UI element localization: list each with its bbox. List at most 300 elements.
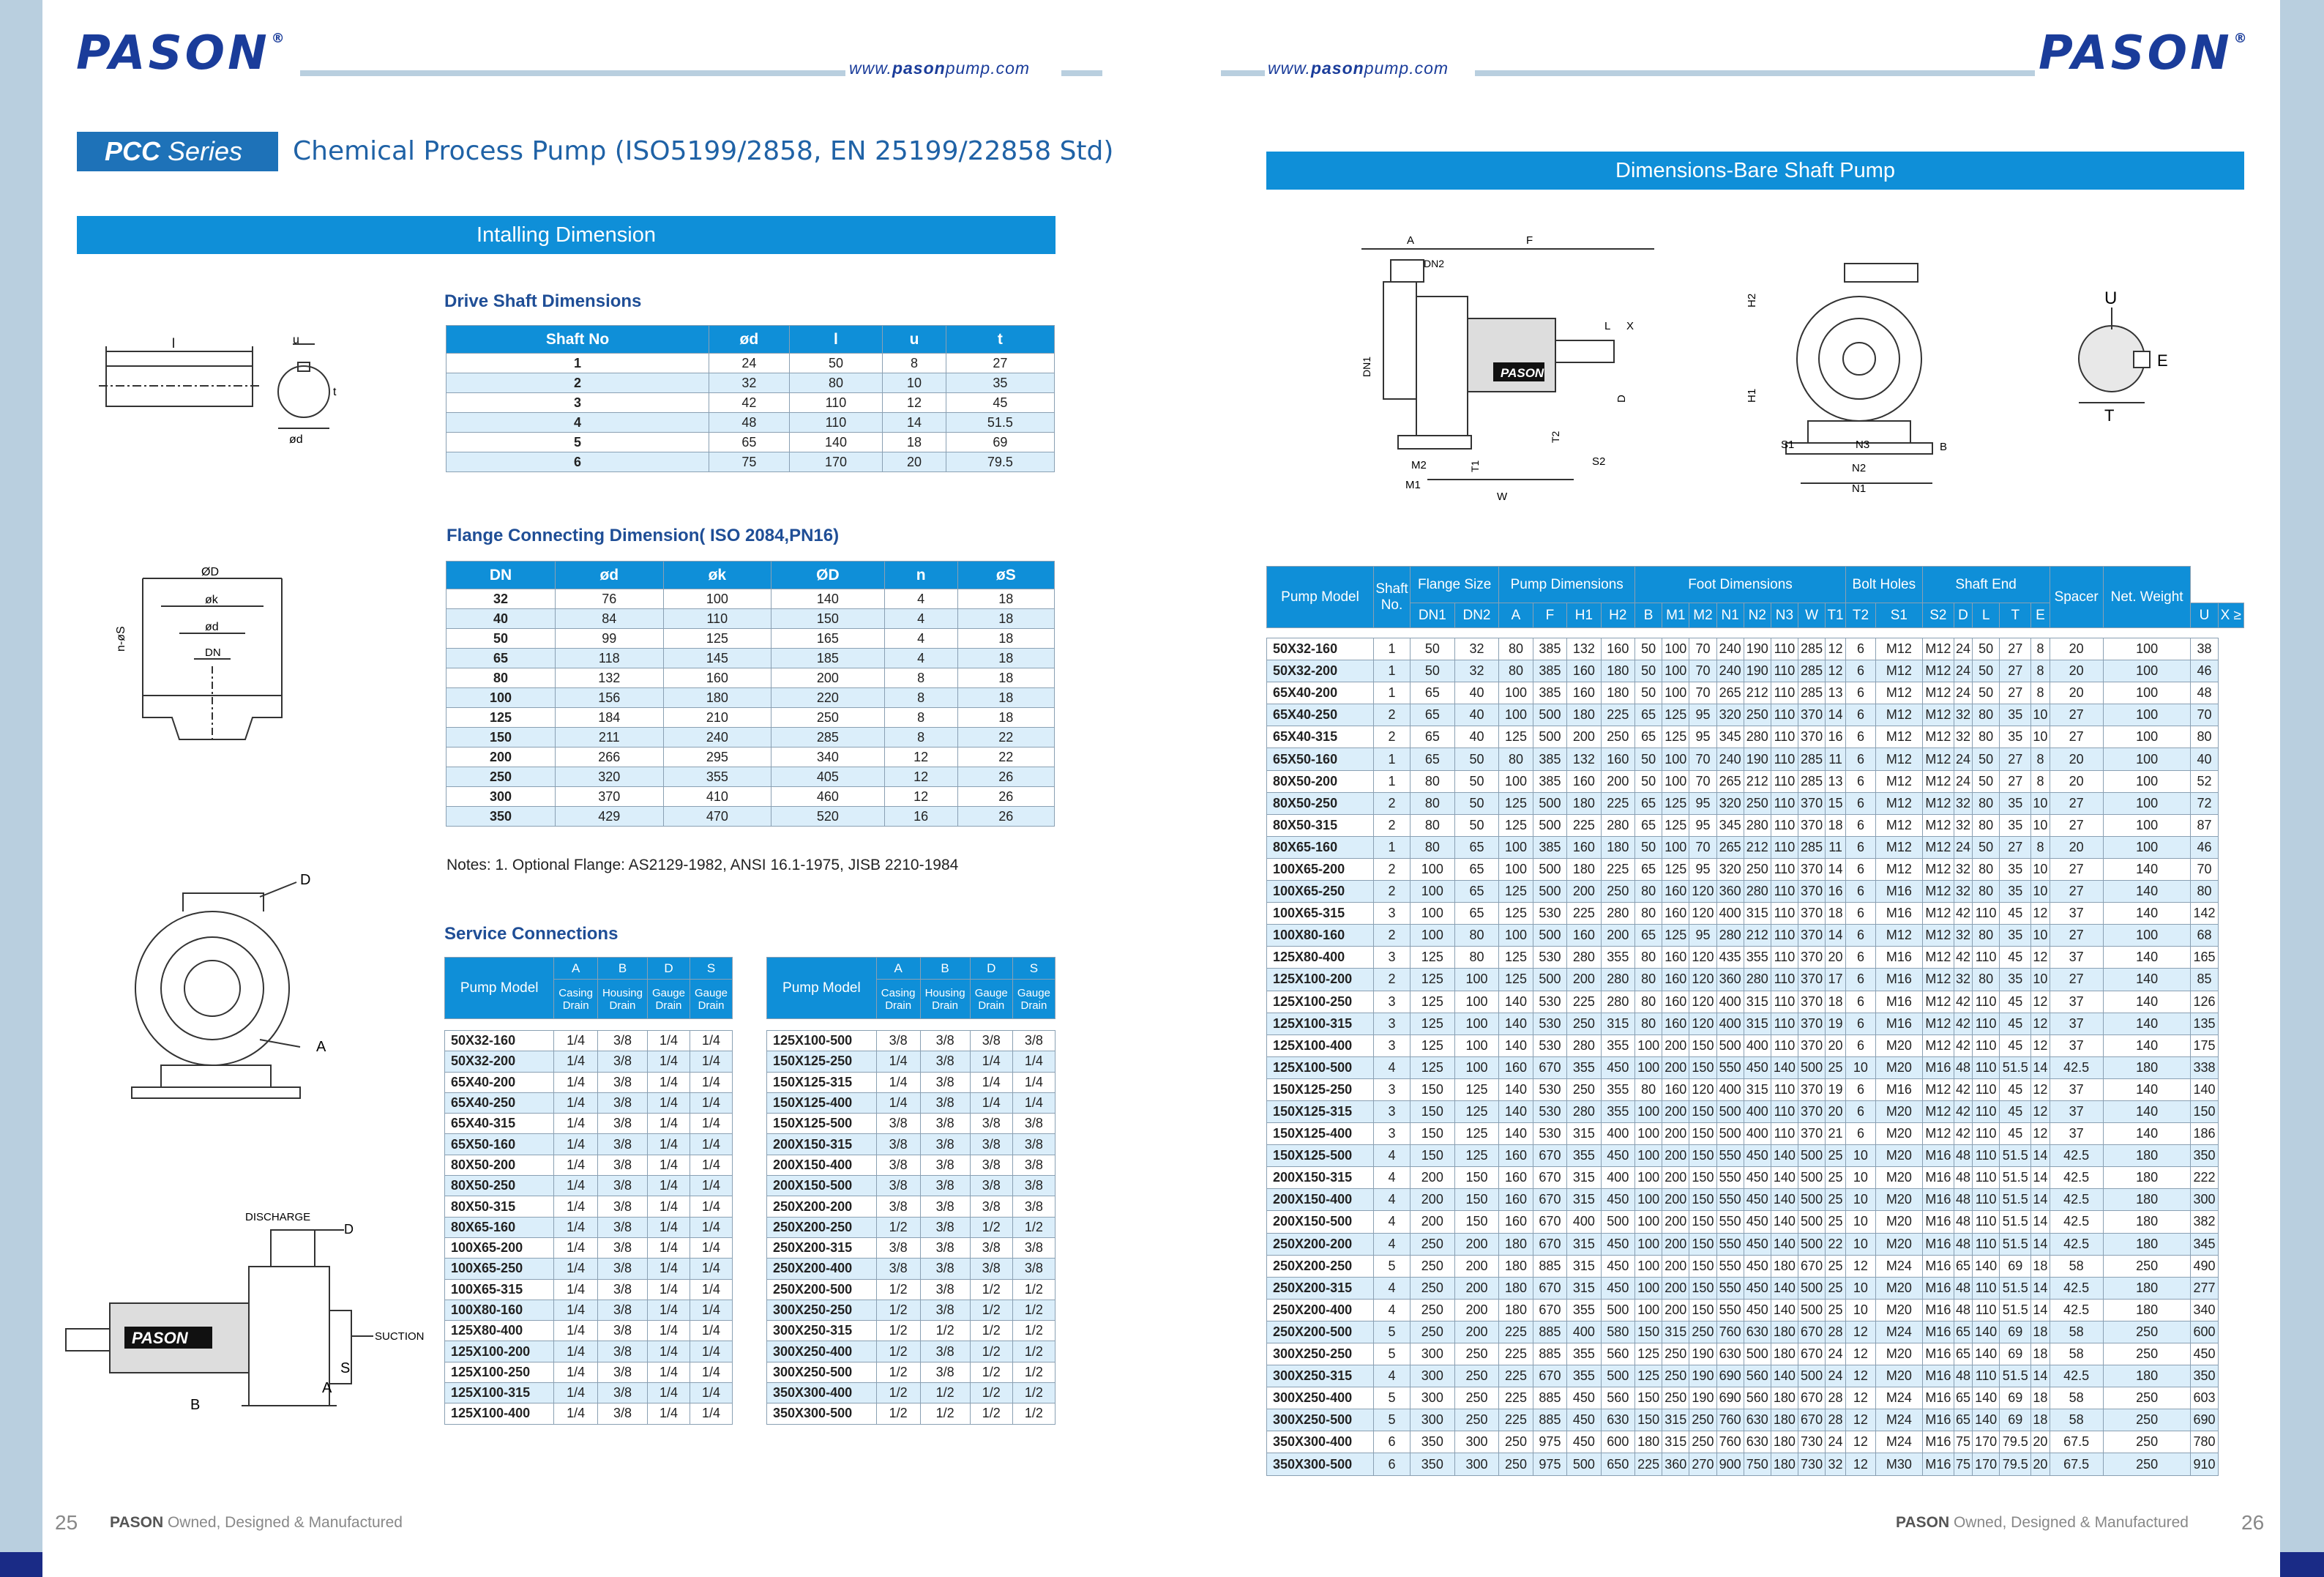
table-cell: 10 — [2031, 858, 2050, 880]
table-cell: 10 — [1845, 1189, 1875, 1211]
table-cell: 125 — [1499, 903, 1533, 925]
table-cell: 184 — [555, 708, 663, 728]
table-cell: M20 — [1875, 1145, 1922, 1167]
table-cell: 670 — [1798, 1255, 1826, 1277]
table-row — [1267, 1056, 2244, 1078]
table-cell: 500 — [1533, 792, 1566, 814]
table-cell: 120 — [1689, 969, 1716, 991]
table-cell: 40 — [1454, 682, 1499, 704]
table-cell: 350X300-500 — [767, 1403, 877, 1424]
table-cell: 37 — [2050, 1013, 2103, 1034]
table-cell: 450 — [1567, 1409, 1601, 1431]
table-cell: 180 — [1771, 1387, 1798, 1409]
table-cell: 550 — [1716, 1189, 1744, 1211]
table-cell: 180 — [1601, 660, 1634, 682]
table-row — [1267, 1343, 2244, 1365]
table-cell: 58 — [2050, 1255, 2103, 1277]
table-cell: 280 — [1567, 947, 1601, 969]
table-cell: 150 — [1454, 1167, 1499, 1189]
label-N3: N3 — [1856, 439, 1870, 451]
table-cell: 1/4 — [554, 1031, 598, 1051]
table-cell: 450 — [1744, 1167, 1771, 1189]
table-cell: 65 — [1454, 903, 1499, 925]
col-subheader: Gauge Drain — [970, 980, 1012, 1019]
table-cell: M20 — [1875, 1277, 1922, 1299]
table-cell: 3/8 — [920, 1341, 970, 1362]
table-cell: 51.5 — [2000, 1189, 2031, 1211]
table-cell: 80X50-200 — [445, 1155, 554, 1175]
table-cell: 1/2 — [876, 1341, 920, 1362]
table-cell: 140 — [2103, 858, 2191, 880]
table-row — [1267, 1277, 2244, 1299]
table-cell: 12 — [1826, 638, 1846, 660]
table-cell: 1/2 — [1012, 1362, 1055, 1382]
table-cell: 350 — [447, 807, 556, 827]
table-cell: 25 — [1826, 1277, 1846, 1299]
table-cell: 80 — [1973, 858, 2000, 880]
table-cell: 65X50-160 — [445, 1134, 554, 1155]
table-cell: 5 — [1374, 1321, 1411, 1343]
table-row — [767, 1341, 1055, 1362]
table-cell: 405 — [771, 767, 884, 787]
table-cell: 385 — [1533, 660, 1566, 682]
table-cell: 14 — [2031, 1167, 2050, 1189]
col-header: N3 — [1771, 603, 1798, 628]
table-cell: 50 — [1411, 638, 1455, 660]
table-cell: 4 — [884, 649, 957, 668]
table-cell: 6 — [1845, 991, 1875, 1013]
table-cell: 125 — [1662, 792, 1689, 814]
table-cell: 760 — [1716, 1321, 1744, 1343]
table-cell: 3/8 — [597, 1051, 647, 1072]
table-cell: 46 — [2191, 660, 2218, 682]
table-cell: 450 — [1744, 1299, 1771, 1321]
table-cell: 35 — [2000, 858, 2031, 880]
table-cell: 900 — [1716, 1453, 1744, 1475]
table-cell: 670 — [1533, 1211, 1566, 1233]
table-cell: 69 — [2000, 1255, 2031, 1277]
table-row — [447, 767, 1055, 787]
table-cell: 20 — [2050, 660, 2103, 682]
table-cell: M16 — [1875, 903, 1922, 925]
table-cell: 100 — [1411, 925, 1455, 947]
table-cell: 200 — [1662, 1189, 1689, 1211]
table-cell: 10 — [1845, 1145, 1875, 1167]
table-cell: 45 — [946, 393, 1054, 413]
table-cell: 150X125-315 — [1267, 1100, 1374, 1122]
table-cell: 3/8 — [597, 1114, 647, 1134]
table-cell: 500 — [1798, 1056, 1826, 1078]
table-cell: 18 — [957, 609, 1054, 629]
table-row — [1267, 1453, 2244, 1475]
table-cell: 315 — [1601, 1013, 1634, 1034]
table-cell: 12 — [883, 393, 946, 413]
table-cell: M12 — [1922, 903, 1954, 925]
table-row — [767, 1403, 1055, 1424]
table-cell: 125 — [447, 708, 556, 728]
col-header: ØD — [771, 562, 884, 589]
col-group-header: Flange Size — [1411, 567, 1499, 603]
table-cell: 100 — [1635, 1167, 1662, 1189]
table-cell: M20 — [1875, 1365, 1922, 1387]
table-cell: 550 — [1716, 1145, 1744, 1167]
table-cell: 18 — [883, 433, 946, 452]
table-cell: 1/4 — [647, 1403, 690, 1424]
table-cell: 100 — [1635, 1211, 1662, 1233]
table-cell: 3/8 — [920, 1092, 970, 1113]
table-cell: 100 — [1635, 1255, 1662, 1277]
table-cell: 50 — [1454, 770, 1499, 792]
table-cell: 180 — [1771, 1453, 1798, 1475]
table-cell: 75 — [709, 452, 790, 472]
table-cell: 65 — [1411, 748, 1455, 770]
table-cell: 18 — [2031, 1387, 2050, 1409]
table-cell: 125 — [1499, 881, 1533, 903]
col-header: S — [1012, 958, 1055, 980]
table-cell: 125 — [1662, 858, 1689, 880]
header-rule-right — [1475, 70, 2035, 76]
table-cell: 32 — [1826, 1453, 1846, 1475]
col-header: DN2 — [1454, 603, 1499, 628]
table-cell: 355 — [663, 767, 771, 787]
table-cell: 110 — [1973, 1145, 2000, 1167]
table-cell: 3/8 — [970, 1176, 1012, 1196]
table-cell: 780 — [2191, 1431, 2218, 1453]
table-cell: 530 — [1533, 1013, 1566, 1034]
table-cell: 210 — [663, 708, 771, 728]
table-cell: 670 — [1533, 1056, 1566, 1078]
table-cell: 80X65-160 — [445, 1217, 554, 1237]
table-cell: 14 — [2031, 1365, 2050, 1387]
table-cell: 6 — [1845, 925, 1875, 947]
table-cell: 50 — [1973, 682, 2000, 704]
table-cell: 150 — [1689, 1299, 1716, 1321]
table-row — [767, 1072, 1055, 1092]
table-cell: 225 — [1601, 704, 1634, 726]
table-cell: 80 — [1973, 969, 2000, 991]
table-cell: 300X250-315 — [1267, 1365, 1374, 1387]
service-heading: Service Connections — [444, 924, 619, 944]
table-cell: 1/4 — [690, 1196, 732, 1217]
table-cell: 28 — [1826, 1409, 1846, 1431]
table-cell: 10 — [2031, 792, 2050, 814]
table-cell: 65X50-160 — [1267, 748, 1374, 770]
label-W: W — [1497, 491, 1508, 503]
site-url-left[interactable]: www.pasonpump.com — [849, 59, 1031, 78]
table-cell: 40 — [447, 609, 556, 629]
table-cell: 12 — [884, 767, 957, 787]
table-cell: 470 — [663, 807, 771, 827]
table-cell: 46 — [2191, 836, 2218, 858]
table-cell: 6 — [1845, 881, 1875, 903]
table-cell: 1/4 — [690, 1237, 732, 1258]
table-cell: 42 — [1954, 1123, 1972, 1145]
table-cell: 280 — [1601, 814, 1634, 836]
table-cell: 84 — [555, 609, 663, 629]
table-cell: 35 — [946, 373, 1054, 393]
table-cell: 160 — [1662, 947, 1689, 969]
table-cell: 250X200-315 — [767, 1237, 877, 1258]
table-cell: 3/8 — [597, 1072, 647, 1092]
table-row — [447, 649, 1055, 668]
col-header: øk — [663, 562, 771, 589]
table-row — [445, 1279, 733, 1300]
table-cell: 530 — [1533, 1078, 1566, 1100]
table-cell: 1/4 — [970, 1092, 1012, 1113]
table-cell: 225 — [1601, 792, 1634, 814]
table-cell: 65X40-200 — [445, 1072, 554, 1092]
table-cell: 670 — [1533, 1189, 1566, 1211]
table-cell: 1/4 — [690, 1031, 732, 1051]
table-cell: 20 — [2050, 638, 2103, 660]
shaft-end-drawing — [95, 333, 344, 450]
col-header: Shaft No — [447, 326, 709, 354]
table-cell: 150 — [1689, 1100, 1716, 1122]
table-cell: 120 — [1689, 1078, 1716, 1100]
table-cell: 150 — [1689, 1277, 1716, 1299]
table-cell: 100 — [1662, 770, 1689, 792]
table-cell: 18 — [2031, 1255, 2050, 1277]
table-cell: M16 — [1922, 1056, 1954, 1078]
label-l: l — [172, 336, 175, 351]
table-cell: 25 — [1826, 1255, 1846, 1277]
table-cell: 3 — [1374, 1078, 1411, 1100]
table-row — [445, 1300, 733, 1320]
table-cell: M16 — [1875, 1013, 1922, 1034]
table-cell: 180 — [2103, 1211, 2191, 1233]
site-url-right[interactable]: www.pasonpump.com — [1268, 59, 1449, 78]
table-cell: 22 — [957, 748, 1054, 767]
table-cell: 50 — [1635, 638, 1662, 660]
table-cell: 170 — [1973, 1431, 2000, 1453]
table-cell: 200 — [1662, 1167, 1689, 1189]
table-cell: 65 — [1954, 1387, 1972, 1409]
table-cell: 250 — [1454, 1365, 1499, 1387]
table-cell: 200 — [1411, 1189, 1455, 1211]
table-cell: 355 — [1601, 1034, 1634, 1056]
table-cell: 35 — [2000, 704, 2031, 726]
col-header: t — [946, 326, 1054, 354]
table-cell: 500 — [1798, 1167, 1826, 1189]
table-cell: 1/2 — [970, 1279, 1012, 1300]
table-cell: 1/2 — [970, 1362, 1012, 1382]
table-cell: 14 — [2031, 1233, 2050, 1255]
table-cell: 5 — [1374, 1409, 1411, 1431]
col-header: B — [920, 958, 970, 980]
table-cell: 285 — [1798, 682, 1826, 704]
table-cell: 13 — [1826, 770, 1846, 792]
table-cell: 550 — [1716, 1299, 1744, 1321]
table-cell: 4 — [1374, 1233, 1411, 1255]
table-cell: M16 — [1922, 1431, 1954, 1453]
label-discharge: DISCHARGE — [245, 1211, 311, 1223]
table-cell: 280 — [1601, 903, 1634, 925]
table-cell: M12 — [1922, 1078, 1954, 1100]
table-cell: 500 — [1533, 814, 1566, 836]
table-row — [767, 1321, 1055, 1341]
table-cell: M12 — [1922, 792, 1954, 814]
table-cell: 1/4 — [647, 1134, 690, 1155]
table-cell: 1/4 — [690, 1176, 732, 1196]
table-cell: 3/8 — [1012, 1196, 1055, 1217]
table-cell: 100 — [2103, 638, 2191, 660]
table-cell: 125 — [1411, 1013, 1455, 1034]
table-cell: 630 — [1716, 1343, 1744, 1365]
col-header: ød — [709, 326, 790, 354]
table-cell: 670 — [1533, 1277, 1566, 1299]
table-cell: 160 — [1662, 881, 1689, 903]
table-cell: 5 — [447, 433, 709, 452]
table-cell: 67.5 — [2050, 1431, 2103, 1453]
table-cell: 250 — [1662, 1387, 1689, 1409]
table-cell: M24 — [1875, 1409, 1922, 1431]
table-cell: 285 — [1798, 770, 1826, 792]
table-cell: 125X100-200 — [1267, 969, 1374, 991]
table-cell: 490 — [2191, 1255, 2218, 1277]
table-row — [1267, 947, 2244, 969]
table-cell: 340 — [2191, 1299, 2218, 1321]
table-cell: 250 — [1567, 1013, 1601, 1034]
table-cell: 110 — [1771, 792, 1798, 814]
table-cell: 80 — [2191, 726, 2218, 748]
table-cell: 100 — [1411, 903, 1455, 925]
table-cell: 730 — [1798, 1431, 1826, 1453]
table-cell: M12 — [1875, 638, 1922, 660]
table-cell: 45 — [2000, 947, 2031, 969]
header-rule-left-end — [1061, 70, 1102, 76]
table-row — [1267, 1233, 2244, 1255]
table-cell: 65 — [709, 433, 790, 452]
table-cell: 110 — [1973, 1365, 2000, 1387]
table-cell: 40 — [2191, 748, 2218, 770]
table-cell: 50 — [1411, 660, 1455, 682]
table-cell: 19 — [1826, 1078, 1846, 1100]
table-cell: 65 — [1635, 925, 1662, 947]
table-cell: 450 — [1744, 1255, 1771, 1277]
table-cell: 200 — [1662, 1277, 1689, 1299]
table-cell: 3/8 — [920, 1114, 970, 1134]
label-s: S — [340, 1360, 351, 1376]
table-cell: 150 — [771, 609, 884, 629]
table-row — [1267, 704, 2244, 726]
table-cell: 80 — [1635, 991, 1662, 1013]
table-cell: 277 — [2191, 1277, 2218, 1299]
table-cell: 160 — [1662, 1013, 1689, 1034]
service-table-right — [766, 957, 1055, 1425]
label-E: E — [2157, 351, 2168, 370]
table-cell: 10 — [1845, 1211, 1875, 1233]
table-cell: 27 — [2000, 660, 2031, 682]
table-cell: 100X80-160 — [1267, 925, 1374, 947]
table-cell: 530 — [1533, 1100, 1566, 1122]
table-cell: 1/4 — [690, 1155, 732, 1175]
table-cell: 300X250-250 — [1267, 1343, 1374, 1365]
table-cell: M12 — [1922, 991, 1954, 1013]
table-cell: 3/8 — [597, 1403, 647, 1424]
table-cell: 50 — [447, 629, 556, 649]
table-cell: 3/8 — [920, 1300, 970, 1320]
table-cell: 3/8 — [970, 1259, 1012, 1279]
table-cell: 26 — [957, 767, 1054, 787]
table-cell: 530 — [1533, 991, 1566, 1013]
label-DN1: DN1 — [1361, 356, 1372, 377]
table-cell: 760 — [1716, 1409, 1744, 1431]
table-cell: 125X100-315 — [445, 1383, 554, 1403]
label-N2: N2 — [1852, 462, 1867, 474]
table-row — [1267, 792, 2244, 814]
table-cell: 300X250-500 — [1267, 1409, 1374, 1431]
table-cell: 20 — [2031, 1453, 2050, 1475]
table-cell: 1 — [1374, 682, 1411, 704]
table-cell: 150 — [1689, 1056, 1716, 1078]
table-cell: 1/4 — [647, 1279, 690, 1300]
table-cell: 18 — [957, 629, 1054, 649]
table-cell: 1/4 — [970, 1072, 1012, 1092]
table-cell: 132 — [1567, 748, 1601, 770]
col-header: A — [876, 958, 920, 980]
table-cell: 125 — [1662, 704, 1689, 726]
table-cell: 315 — [1567, 1255, 1601, 1277]
table-cell: 285 — [1798, 748, 1826, 770]
table-row — [445, 1196, 733, 1217]
table-row — [1267, 638, 2244, 660]
table-cell: 1/2 — [1012, 1321, 1055, 1341]
table-cell: 1/4 — [647, 1092, 690, 1113]
table-cell: 1/2 — [876, 1383, 920, 1403]
table-cell: 6 — [1845, 903, 1875, 925]
table-cell: 95 — [1689, 704, 1716, 726]
table-cell: 80 — [1973, 792, 2000, 814]
table-cell: 80 — [1635, 1013, 1662, 1034]
col-header: Pump Model — [445, 958, 554, 1019]
table-cell: M12 — [1875, 770, 1922, 792]
table-cell: 450 — [1567, 1387, 1601, 1409]
col-header: D — [970, 958, 1012, 980]
table-cell: 14 — [2031, 1277, 2050, 1299]
col-header: S1 — [1875, 603, 1922, 628]
table-cell: 70 — [1689, 660, 1716, 682]
table-cell: 75 — [1954, 1453, 1972, 1475]
table-cell: 500 — [1716, 1123, 1744, 1145]
table-cell: M12 — [1875, 792, 1922, 814]
table-cell: 295 — [663, 748, 771, 767]
table-cell: 25 — [1826, 1211, 1846, 1233]
table-cell: 65 — [1635, 814, 1662, 836]
table-cell: 45 — [2000, 1123, 2031, 1145]
table-cell: 250 — [1411, 1299, 1455, 1321]
table-cell: 22 — [1826, 1233, 1846, 1255]
band-installing-dimension: Intalling Dimension — [77, 216, 1055, 254]
table-cell: 50 — [1973, 748, 2000, 770]
table-cell: 42.5 — [2050, 1277, 2103, 1299]
table-cell: 125 — [1411, 991, 1455, 1013]
table-cell: 266 — [555, 748, 663, 767]
table-cell: 125 — [1454, 1100, 1499, 1122]
table-cell: 385 — [1533, 770, 1566, 792]
table-cell: 315 — [1744, 1013, 1771, 1034]
table-cell: 20 — [1826, 1034, 1846, 1056]
table-cell: 180 — [2103, 1277, 2191, 1299]
table-cell: 160 — [1567, 682, 1601, 704]
table-row — [767, 1259, 1055, 1279]
table-cell: 8 — [884, 728, 957, 748]
table-cell: 80 — [1499, 638, 1533, 660]
table-row — [1267, 1365, 2244, 1387]
table-cell: 240 — [1716, 748, 1744, 770]
table-row — [1267, 836, 2244, 858]
table-cell: 48 — [1954, 1056, 1972, 1078]
table-cell: 10 — [2031, 814, 2050, 836]
